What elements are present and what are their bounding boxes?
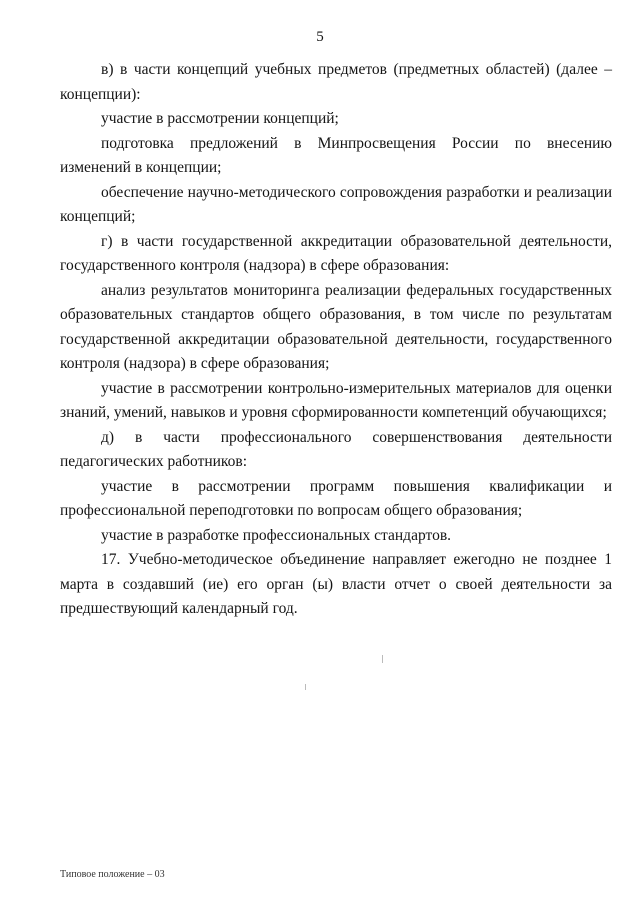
scan-artifact: [382, 655, 383, 663]
paragraph-professional-standards: участие в разработке профессиональных стандартов.: [101, 526, 452, 544]
paragraph-section-d: д) в части профессионального совершенствования деятельности педагогических работников:: [60, 428, 612, 470]
scan-artifact: [305, 684, 306, 690]
page-number: 5: [316, 29, 324, 45]
paragraph-section-v: в) в части концепций учебных предметов (предметных областей) (далее – концепции):: [60, 61, 612, 103]
paragraph-concept-support: обеспечение научно-методического сопровождения разработки и реализации концепций;: [60, 183, 612, 225]
paragraph-monitoring-analysis: анализ результатов мониторинга реализации федеральных государственных образовательных стандартов общего образования, в том числе по результатам государственной аккредитации образовательной деятельности, государственного контроля (надзора) в сфере образования;: [60, 281, 612, 372]
paragraph-qualification-programs: участие в рассмотрении программ повышения квалификации и профессиональной переподготовки по вопросам общего образования;: [60, 477, 612, 519]
paragraph-concept-review: участие в рассмотрении концепций;: [101, 110, 339, 127]
footer-document-label: Типовое положение – 03: [60, 869, 165, 880]
paragraph-17-annual-report: 17. Учебно-методическое объединение направляет ежегодно не позднее 1 марта в создавший (ие) его орган (ы) власти отчет о своей деятельности за предшествующий календарный год.: [60, 551, 612, 617]
paragraph-concept-proposals: подготовка предложений в Минпросвещения России по внесению изменений в концепции;: [60, 134, 612, 176]
document-body: [60, 58, 612, 622]
paragraph-section-g: г) в части государственной аккредитации образовательной деятельности, государственного контроля (надзора) в сфере образования:: [60, 232, 612, 274]
paragraph-kim-review: участие в рассмотрении контрольно-измерительных материалов для оценки знаний, умений, навыков и уровня сформированности компетенций обучающихся;: [60, 379, 612, 421]
